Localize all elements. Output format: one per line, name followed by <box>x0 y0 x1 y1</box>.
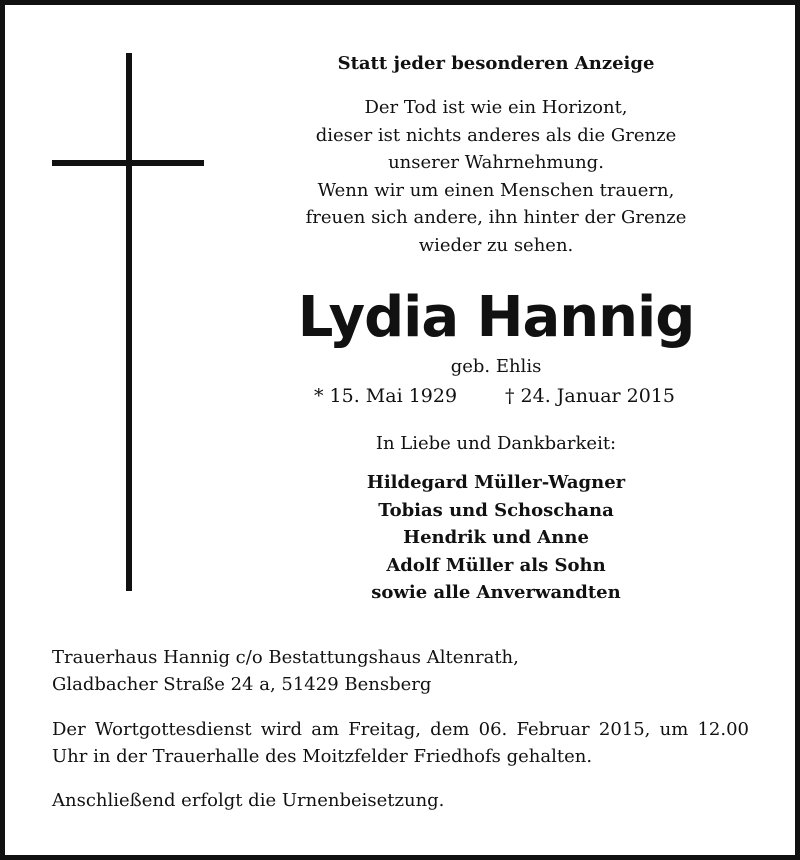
poem-line: wieder zu sehen. <box>418 234 574 256</box>
poem-line: dieser ist nichts anderes als die Grenze <box>315 124 677 146</box>
burial-info: Anschließend erfolgt die Urnenbeisetzung. <box>52 790 445 811</box>
birth-date: * 15. Mai 1929 <box>314 385 458 407</box>
mourner-item: sowie alle Anverwandten <box>371 582 621 604</box>
service-info: Der Wortgottesdienst wird am Freitag, dem 06. Februar 2015, um 12.00 Uhr in der Trauerhalle des Moitzfelder Friedhofs gehalten. <box>52 719 749 767</box>
love-line: In Liebe und Dankbarkeit: <box>375 433 617 454</box>
mourner-item: Tobias und Schoschana <box>378 499 614 521</box>
poem-line: unserer Wahrnehmung. <box>388 152 604 173</box>
poem-line: Wenn wir um einen Menschen trauern, <box>317 179 675 201</box>
mourner-item: Hendrik und Anne <box>403 527 589 549</box>
poem-line: Der Tod ist wie ein Horizont, <box>364 97 628 118</box>
address-line: Gladbacher Straße 24 a, 51429 Bensberg <box>52 674 432 695</box>
death-date: † 24. Januar 2015 <box>505 385 676 407</box>
poem-block <box>276 94 716 259</box>
mourner-item: Adolf Müller als Sohn <box>386 554 606 576</box>
cross-icon-vertical-bar <box>126 53 132 591</box>
mourners-list <box>276 469 716 607</box>
mourner-item: Hildegard Müller-Wagner <box>366 472 626 493</box>
address-line: Trauerhaus Hannig c/o Bestattungshaus Altenrath, <box>52 647 519 668</box>
birth-name: geb. Ehlis <box>450 356 542 377</box>
notice-heading: Statt jeder besonderen Anzeige <box>337 53 655 74</box>
mourning-house-address <box>52 644 749 698</box>
poem-line: freuen sich andere, ihn hinter der Grenze <box>305 207 687 228</box>
cross-icon-horizontal-bar <box>52 160 204 166</box>
deceased-name: Lydia Hannig <box>297 285 695 350</box>
